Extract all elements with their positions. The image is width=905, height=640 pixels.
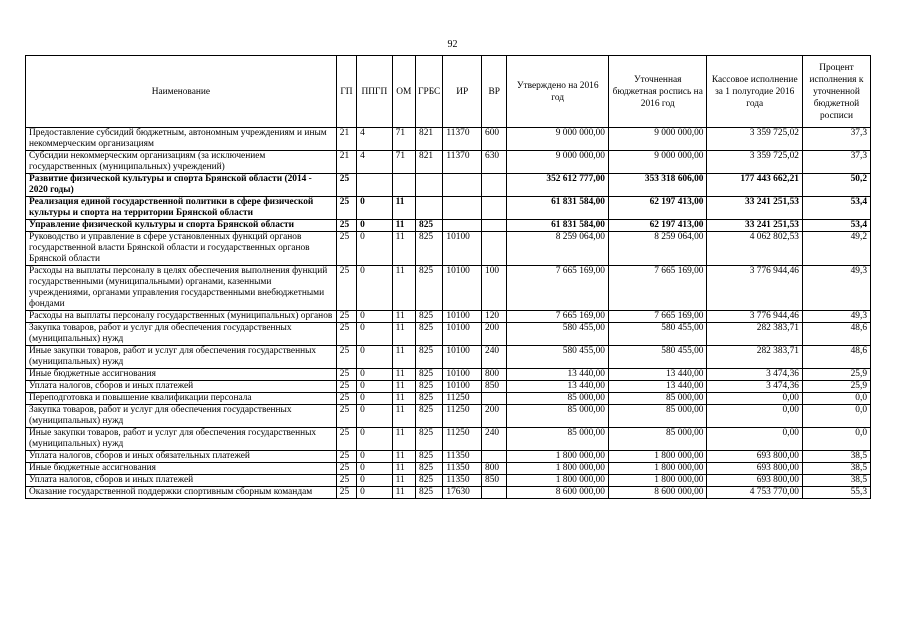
- cell-percent: 53,4: [802, 220, 870, 232]
- table-row: [26, 232, 871, 266]
- cell-percent: 49,3: [802, 311, 870, 323]
- cell-vr: [482, 393, 507, 405]
- cell-cash: 4 062 802,53: [707, 232, 802, 266]
- cell-grbs: 825: [416, 323, 443, 346]
- cell-specified: 580 455,00: [608, 346, 707, 369]
- cell-name: Иные закупки товаров, работ и услуг для обеспечения государственных (муниципальных) нужд: [26, 428, 337, 451]
- cell-cash: 693 800,00: [707, 463, 802, 475]
- cell-ir: 10100: [443, 381, 482, 393]
- table-row: [26, 405, 871, 428]
- cell-cash: 3 474,36: [707, 381, 802, 393]
- cell-percent: 0,0: [802, 393, 870, 405]
- cell-ir: 10100: [443, 232, 482, 266]
- header-percent: Процент исполнения к уточненной бюджетной росписи: [802, 56, 870, 128]
- cell-percent: 37,3: [802, 151, 870, 174]
- cell-vr: 850: [482, 381, 507, 393]
- cell-name: Управление физической культуры и спорта Брянской области: [26, 220, 337, 232]
- cell-grbs: 825: [416, 475, 443, 487]
- cell-name: Закупка товаров, работ и услуг для обеспечения государственных (муниципальных) нужд: [26, 405, 337, 428]
- cell-grbs: [416, 197, 443, 220]
- cell-om: 11: [392, 451, 415, 463]
- cell-approved: 61 831 584,00: [507, 197, 609, 220]
- cell-ppgp: 0: [357, 266, 393, 311]
- cell-approved: 61 831 584,00: [507, 220, 609, 232]
- cell-grbs: 825: [416, 463, 443, 475]
- cell-om: 11: [392, 323, 415, 346]
- cell-cash: 0,00: [707, 405, 802, 428]
- cell-ppgp: 4: [357, 151, 393, 174]
- cell-grbs: 821: [416, 151, 443, 174]
- cell-om: 11: [392, 220, 415, 232]
- cell-ppgp: 0: [357, 381, 393, 393]
- cell-name: Субсидии некоммерческим организациям (за исключением государственных (муниципальных) учреждений): [26, 151, 337, 174]
- cell-approved: 8 600 000,00: [507, 487, 609, 499]
- cell-cash: 0,00: [707, 393, 802, 405]
- cell-specified: 7 665 169,00: [608, 311, 707, 323]
- cell-vr: 200: [482, 323, 507, 346]
- cell-vr: 240: [482, 346, 507, 369]
- cell-grbs: [416, 174, 443, 197]
- cell-om: 11: [392, 475, 415, 487]
- cell-percent: 53,4: [802, 197, 870, 220]
- cell-grbs: 825: [416, 393, 443, 405]
- cell-specified: 1 800 000,00: [608, 463, 707, 475]
- cell-approved: 85 000,00: [507, 405, 609, 428]
- cell-vr: 800: [482, 369, 507, 381]
- cell-name: Закупка товаров, работ и услуг для обеспечения государственных (муниципальных) нужд: [26, 323, 337, 346]
- cell-percent: 37,3: [802, 128, 870, 151]
- cell-name: Иные закупки товаров, работ и услуг для обеспечения государственных (муниципальных) нужд: [26, 346, 337, 369]
- cell-om: [392, 174, 415, 197]
- cell-ir: 17630: [443, 487, 482, 499]
- cell-ir: 10100: [443, 369, 482, 381]
- cell-percent: 55,3: [802, 487, 870, 499]
- cell-om: 11: [392, 346, 415, 369]
- cell-om: 71: [392, 151, 415, 174]
- table-row: [26, 151, 871, 174]
- cell-name: Уплата налогов, сборов и иных обязательных платежей: [26, 451, 337, 463]
- cell-ppgp: 4: [357, 128, 393, 151]
- cell-approved: 1 800 000,00: [507, 463, 609, 475]
- cell-gp: 21: [336, 128, 356, 151]
- cell-cash: 693 800,00: [707, 451, 802, 463]
- header-approved: Утверждено на 2016 год: [507, 56, 609, 128]
- cell-percent: 48,6: [802, 323, 870, 346]
- cell-specified: 8 600 000,00: [608, 487, 707, 499]
- cell-grbs: 825: [416, 266, 443, 311]
- cell-approved: 580 455,00: [507, 346, 609, 369]
- cell-ppgp: 0: [357, 346, 393, 369]
- cell-grbs: 825: [416, 405, 443, 428]
- cell-vr: 630: [482, 151, 507, 174]
- cell-percent: 49,2: [802, 232, 870, 266]
- cell-gp: 25: [336, 369, 356, 381]
- header-vr: ВР: [482, 56, 507, 128]
- cell-specified: 85 000,00: [608, 393, 707, 405]
- cell-ir: [443, 174, 482, 197]
- cell-ppgp: [357, 174, 393, 197]
- table-row: [26, 428, 871, 451]
- cell-ppgp: 0: [357, 463, 393, 475]
- cell-gp: 25: [336, 323, 356, 346]
- header-specified: Уточненная бюджетная роспись на 2016 год: [608, 56, 707, 128]
- cell-vr: [482, 487, 507, 499]
- cell-ppgp: 0: [357, 323, 393, 346]
- cell-specified: 9 000 000,00: [608, 151, 707, 174]
- cell-name: Оказание государственной поддержки спортивным сборным командам: [26, 487, 337, 499]
- cell-name: Развитие физической культуры и спорта Брянской области (2014 - 2020 годы): [26, 174, 337, 197]
- cell-cash: 0,00: [707, 428, 802, 451]
- header-om: ОМ: [392, 56, 415, 128]
- cell-approved: 9 000 000,00: [507, 151, 609, 174]
- cell-specified: 353 318 606,00: [608, 174, 707, 197]
- cell-specified: 9 000 000,00: [608, 128, 707, 151]
- cell-approved: 7 665 169,00: [507, 311, 609, 323]
- cell-approved: 1 800 000,00: [507, 451, 609, 463]
- cell-ir: 11350: [443, 463, 482, 475]
- cell-percent: 49,3: [802, 266, 870, 311]
- cell-om: 11: [392, 381, 415, 393]
- cell-vr: 100: [482, 266, 507, 311]
- cell-percent: 0,0: [802, 405, 870, 428]
- cell-vr: [482, 451, 507, 463]
- cell-specified: 13 440,00: [608, 369, 707, 381]
- cell-ir: 11250: [443, 405, 482, 428]
- cell-specified: 85 000,00: [608, 405, 707, 428]
- cell-vr: 600: [482, 128, 507, 151]
- table-row: [26, 451, 871, 463]
- cell-gp: 25: [336, 197, 356, 220]
- header-name: Наименование: [26, 56, 337, 128]
- cell-om: 11: [392, 487, 415, 499]
- cell-ppgp: 0: [357, 369, 393, 381]
- cell-name: Предоставление субсидий бюджетным, автономным учреждениям и иным некоммерческим организациям: [26, 128, 337, 151]
- cell-grbs: 825: [416, 428, 443, 451]
- cell-cash: 693 800,00: [707, 475, 802, 487]
- header-ppgp: ППГП: [357, 56, 393, 128]
- cell-name: Руководство и управление в сфере установленных функций органов государственной власти Брянской области и государственных органов Брянской области: [26, 232, 337, 266]
- cell-ppgp: 0: [357, 393, 393, 405]
- cell-gp: 25: [336, 487, 356, 499]
- cell-om: 11: [392, 266, 415, 311]
- cell-gp: 25: [336, 405, 356, 428]
- cell-percent: 38,5: [802, 451, 870, 463]
- cell-om: 71: [392, 128, 415, 151]
- cell-approved: 7 665 169,00: [507, 266, 609, 311]
- cell-cash: 4 753 770,00: [707, 487, 802, 499]
- cell-percent: 25,9: [802, 369, 870, 381]
- cell-grbs: 821: [416, 128, 443, 151]
- cell-ir: 11350: [443, 475, 482, 487]
- cell-gp: 25: [336, 174, 356, 197]
- cell-ir: 11370: [443, 128, 482, 151]
- cell-specified: 85 000,00: [608, 428, 707, 451]
- cell-specified: 62 197 413,00: [608, 197, 707, 220]
- cell-approved: 13 440,00: [507, 381, 609, 393]
- header-cash: Кассовое исполнение за 1 полугодие 2016 года: [707, 56, 802, 128]
- cell-vr: [482, 220, 507, 232]
- cell-ir: 11250: [443, 393, 482, 405]
- cell-name: Иные бюджетные ассигнования: [26, 369, 337, 381]
- cell-vr: 240: [482, 428, 507, 451]
- table-row: [26, 266, 871, 311]
- cell-gp: 25: [336, 393, 356, 405]
- table-row: [26, 475, 871, 487]
- table-row: [26, 323, 871, 346]
- cell-ppgp: 0: [357, 220, 393, 232]
- cell-grbs: 825: [416, 381, 443, 393]
- cell-gp: 21: [336, 151, 356, 174]
- cell-gp: 25: [336, 475, 356, 487]
- cell-grbs: 825: [416, 232, 443, 266]
- cell-om: 11: [392, 197, 415, 220]
- cell-ir: 10100: [443, 266, 482, 311]
- cell-om: 11: [392, 369, 415, 381]
- cell-name: Уплата налогов, сборов и иных платежей: [26, 381, 337, 393]
- cell-percent: 25,9: [802, 381, 870, 393]
- cell-gp: 25: [336, 311, 356, 323]
- table-row: [26, 346, 871, 369]
- cell-grbs: 825: [416, 451, 443, 463]
- table-row: [26, 381, 871, 393]
- cell-cash: 33 241 251,53: [707, 197, 802, 220]
- cell-cash: 33 241 251,53: [707, 220, 802, 232]
- cell-ppgp: 0: [357, 487, 393, 499]
- cell-specified: 62 197 413,00: [608, 220, 707, 232]
- cell-cash: 3 776 944,46: [707, 266, 802, 311]
- cell-vr: 200: [482, 405, 507, 428]
- cell-cash: 3 474,36: [707, 369, 802, 381]
- table-row: [26, 128, 871, 151]
- cell-name: Расходы на выплаты персоналу государственных (муниципальных) органов: [26, 311, 337, 323]
- cell-percent: 48,6: [802, 346, 870, 369]
- cell-ppgp: 0: [357, 232, 393, 266]
- cell-gp: 25: [336, 220, 356, 232]
- cell-ppgp: 0: [357, 428, 393, 451]
- cell-vr: 800: [482, 463, 507, 475]
- cell-om: 11: [392, 232, 415, 266]
- cell-specified: 1 800 000,00: [608, 475, 707, 487]
- cell-percent: 38,5: [802, 463, 870, 475]
- header-ir: ИР: [443, 56, 482, 128]
- cell-cash: 282 383,71: [707, 346, 802, 369]
- cell-om: 11: [392, 428, 415, 451]
- table-row: [26, 369, 871, 381]
- table-row: [26, 487, 871, 499]
- table-body: [26, 128, 871, 499]
- table-row: [26, 393, 871, 405]
- cell-vr: 850: [482, 475, 507, 487]
- cell-specified: 580 455,00: [608, 323, 707, 346]
- cell-ppgp: 0: [357, 197, 393, 220]
- cell-ir: [443, 220, 482, 232]
- cell-gp: 25: [336, 463, 356, 475]
- cell-ir: [443, 197, 482, 220]
- cell-approved: 8 259 064,00: [507, 232, 609, 266]
- cell-vr: 120: [482, 311, 507, 323]
- cell-name: Реализация единой государственной политики в сфере физической культуры и спорта на территории Брянской области: [26, 197, 337, 220]
- cell-grbs: 825: [416, 487, 443, 499]
- cell-name: Иные бюджетные ассигнования: [26, 463, 337, 475]
- header-grbs: ГРБС: [416, 56, 443, 128]
- cell-ppgp: 0: [357, 475, 393, 487]
- cell-gp: 25: [336, 428, 356, 451]
- cell-gp: 25: [336, 346, 356, 369]
- cell-percent: 38,5: [802, 475, 870, 487]
- cell-cash: 3 359 725,02: [707, 128, 802, 151]
- cell-approved: 85 000,00: [507, 393, 609, 405]
- cell-name: Переподготовка и повышение квалификации персонала: [26, 393, 337, 405]
- cell-name: Расходы на выплаты персоналу в целях обеспечения выполнения функций государственными (муниципальными) органами, казенными учреждениями, органами управления государственными внебюджетными фондами: [26, 266, 337, 311]
- cell-cash: 282 383,71: [707, 323, 802, 346]
- cell-specified: 13 440,00: [608, 381, 707, 393]
- cell-ir: 11350: [443, 451, 482, 463]
- cell-om: 11: [392, 463, 415, 475]
- table-row: [26, 463, 871, 475]
- cell-gp: 25: [336, 266, 356, 311]
- cell-om: 11: [392, 393, 415, 405]
- cell-approved: 1 800 000,00: [507, 475, 609, 487]
- cell-ppgp: 0: [357, 451, 393, 463]
- cell-ir: 10100: [443, 311, 482, 323]
- cell-gp: 25: [336, 451, 356, 463]
- cell-vr: [482, 232, 507, 266]
- cell-approved: 580 455,00: [507, 323, 609, 346]
- header-gp: ГП: [336, 56, 356, 128]
- cell-specified: 7 665 169,00: [608, 266, 707, 311]
- cell-vr: [482, 174, 507, 197]
- page-number: 92: [447, 39, 458, 50]
- cell-percent: 0,0: [802, 428, 870, 451]
- cell-gp: 25: [336, 381, 356, 393]
- cell-om: 11: [392, 311, 415, 323]
- table-row: [26, 197, 871, 220]
- cell-specified: 1 800 000,00: [608, 451, 707, 463]
- cell-om: 11: [392, 405, 415, 428]
- cell-ppgp: 0: [357, 311, 393, 323]
- cell-approved: 352 612 777,00: [507, 174, 609, 197]
- cell-grbs: 825: [416, 311, 443, 323]
- cell-ir: 10100: [443, 346, 482, 369]
- cell-ir: 11250: [443, 428, 482, 451]
- budget-table: [25, 55, 871, 499]
- table-row: [26, 220, 871, 232]
- cell-vr: [482, 197, 507, 220]
- cell-ir: 11370: [443, 151, 482, 174]
- table-row: [26, 174, 871, 197]
- cell-ppgp: 0: [357, 405, 393, 428]
- cell-approved: 13 440,00: [507, 369, 609, 381]
- cell-specified: 8 259 064,00: [608, 232, 707, 266]
- cell-grbs: 825: [416, 346, 443, 369]
- cell-cash: 3 776 944,46: [707, 311, 802, 323]
- cell-gp: 25: [336, 232, 356, 266]
- cell-grbs: 825: [416, 220, 443, 232]
- cell-name: Уплата налогов, сборов и иных платежей: [26, 475, 337, 487]
- cell-cash: 177 443 662,21: [707, 174, 802, 197]
- cell-grbs: 825: [416, 369, 443, 381]
- cell-cash: 3 359 725,02: [707, 151, 802, 174]
- table-header-row: [26, 56, 871, 128]
- cell-approved: 85 000,00: [507, 428, 609, 451]
- table-row: [26, 311, 871, 323]
- cell-approved: 9 000 000,00: [507, 128, 609, 151]
- cell-ir: 10100: [443, 323, 482, 346]
- cell-percent: 50,2: [802, 174, 870, 197]
